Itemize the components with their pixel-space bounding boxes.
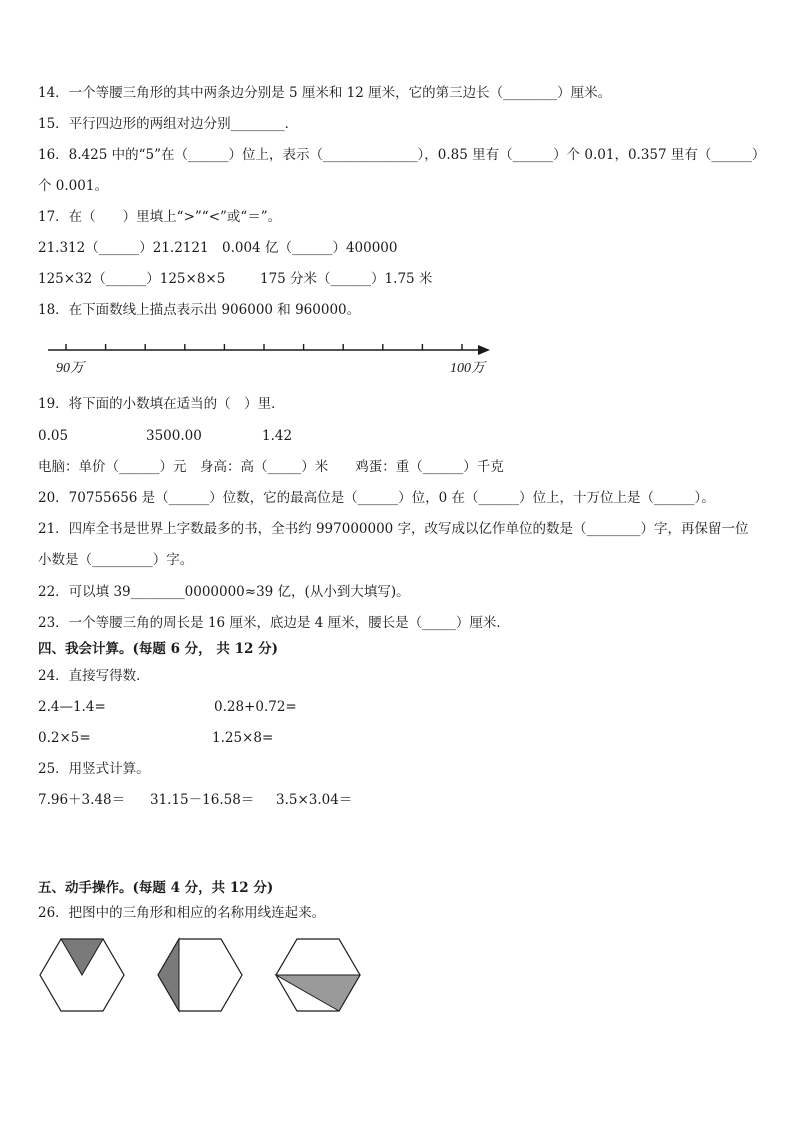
question-24: 24．直接写得数． <box>38 668 150 684</box>
hexagon-figure-3 <box>276 937 360 1013</box>
question-25-item-1: 7.96＋3.48＝ <box>38 792 126 808</box>
question-16-line2: 个 0.001。 <box>38 178 108 194</box>
hexagon-figure-1 <box>40 937 124 1013</box>
number-line-end-label: 100万 <box>450 361 485 376</box>
question-23: 23．一个等腰三角的周长是 16 厘米，底边是 4 厘米，腰长是（_____）厘米． <box>38 615 510 631</box>
section-four-heading: 四、我会计算。(每题 6 分， 共 12 分) <box>38 641 278 657</box>
question-15: 15．平行四边形的两组对边分别________． <box>38 116 299 132</box>
question-19-number-1: 0.05 <box>38 428 69 444</box>
number-line-arrow <box>478 345 490 355</box>
question-19-fill: 电脑：单价（______）元 身高：高（_____）米 鸡蛋：重（______）千克 <box>38 459 504 475</box>
question-24-item-3: 0.2×5= <box>38 730 91 746</box>
number-line-ticks <box>66 344 462 350</box>
question-26: 26．把图中的三角形和相应的名称用线连起来。 <box>38 905 326 921</box>
question-19: 19．将下面的小数填在适当的（ ）里． <box>38 396 285 412</box>
question-17-item-3: 125×32（______）125×8×5 <box>38 271 226 287</box>
question-24-item-1: 2.4—1.4= <box>38 699 106 715</box>
question-19-number-2: 3500.00 <box>146 428 202 444</box>
question-16-line1: 16．8.425 中的“5”在（______）位上，表示（______________），0.85 里有（______）个 0.01，0.357 里有（______） <box>38 147 766 163</box>
question-24-item-2: 0.28+0.72= <box>214 699 297 715</box>
question-17-item-2: 0.004 亿（______）400000 <box>222 240 398 256</box>
question-20: 20．70755656 是（______）位数，它的最高位是（______）位，0 在（______）位上，十万位上是（______）。 <box>38 490 715 506</box>
question-17: 17．在（ ）里填上“>”“<”或“＝”。 <box>38 209 282 225</box>
question-19-number-3: 1.42 <box>262 428 293 444</box>
question-17-item-1: 21.312（______）21.2121 <box>38 240 209 256</box>
question-25-item-2: 31.15－16.58＝ <box>150 792 255 808</box>
question-22: 22．可以填 39________0000000≈39 亿，(从小到大填写)。 <box>38 584 410 600</box>
number-line <box>0 330 794 380</box>
question-14: 14．一个等腰三角形的其中两条边分别是 5 厘米和 12 厘米，它的第三边长（________）厘米。 <box>38 85 612 101</box>
shaded-triangle <box>158 939 179 1011</box>
question-18: 18．在下面数线上描点表示出 906000 和 960000。 <box>38 302 361 318</box>
question-21-line1: 21．四库全书是世界上字数最多的书，全书约 997000000 字，改写成以亿作单位的数是（________）字，再保留一位 <box>38 521 749 537</box>
question-21-line2: 小数是（_________）字。 <box>38 552 194 568</box>
section-five-heading: 五、动手操作。(每题 4 分，共 12 分) <box>38 880 274 896</box>
question-25: 25．用竖式计算。 <box>38 761 150 777</box>
question-24-item-4: 1.25×8= <box>212 730 274 746</box>
question-17-item-4: 175 分米（______）1.75 米 <box>260 271 433 287</box>
hexagon-figure-2 <box>158 937 242 1013</box>
question-25-item-3: 3.5×3.04＝ <box>276 792 353 808</box>
number-line-start-label: 90万 <box>56 361 84 376</box>
